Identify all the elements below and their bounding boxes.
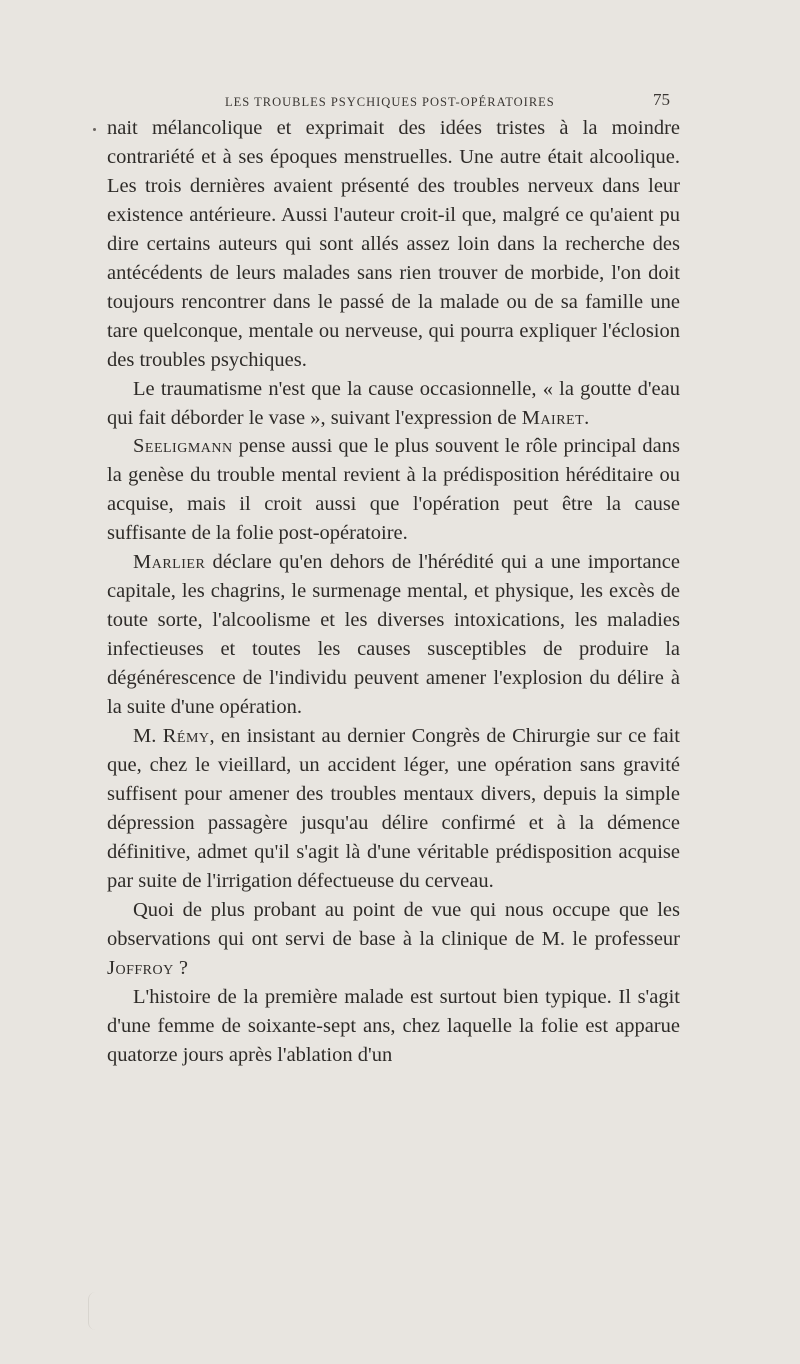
text-segment: ? — [173, 956, 188, 979]
paragraph-4 — [107, 548, 680, 722]
paragraph-6 — [107, 896, 680, 983]
author-name-seeligmann: Seeligmann — [133, 435, 233, 458]
paragraph-5 — [107, 722, 680, 896]
text-segment: déclare qu'en dehors de l'hérédité qui a une importance capitale, les chagrins, le surmenage mental, et physique, les excès de toute sorte, l'alcoolisme et les diverses intoxications, les maladies infectieuses et toutes les causes susceptibles de produire la dégénérescence de l'individu peuvent amener l'explosion du délire à la suite d'une opération. — [107, 551, 680, 719]
text-segment: nait mélancolique et exprimait des idées tristes à la moindre contrariété et à ses époques menstruelles. Une autre était alcoolique. Les trois dernières avaient présenté des troubles nerveux dans leur existence antérieure. Aussi l'auteur croit-il que, malgré ce qu'aient pu dire certains auteurs qui sont allés assez loin dans la recherche des antécédents de leurs malades sans rien trouver de morbide, l'on doit toujours rencontrer dans le passé de la malade ou de sa famille une tare quelconque, mentale ou nerveuse, qui pourra expliquer l'éclosion des troubles psychiques. — [107, 117, 680, 371]
paragraph-2 — [107, 375, 680, 433]
paragraph-3 — [107, 432, 680, 548]
text-segment: , en insistant au dernier Congrès de Chirurgie sur ce fait que, chez le vieillard, un accident léger, une opération sans gravité suffisent pour amener des troubles mentaux divers, depuis la simple dépression passagère jusqu'au délire confirmé et à la démence définitive, admet qu'il s'agit là d'une véritable prédisposition acquise par suite de l'irrigation défectueuse du cerveau. — [107, 725, 680, 892]
margin-dot-mark — [93, 128, 96, 131]
running-header: LES TROUBLES PSYCHIQUES POST-OPÉRATOIRES — [225, 95, 555, 109]
author-name-mairet: Mairet — [521, 406, 585, 429]
text-segment: L'histoire de la première malade est surtout bien typique. Il s'agit d'une femme de soixante-sept ans, chez laquelle la folie est apparue quatorze jours après l'ablation d'un — [107, 985, 680, 1066]
text-segment: M. — [133, 725, 163, 748]
text-segment: Le traumatisme n'est que la cause occasionnelle, « la goutte d'eau qui fait déborder le vase », suivant l'expression de — [107, 377, 680, 429]
text-segment: Quoi de plus probant au point de vue qui nous occupe que les observations qui ont servi de base à la clinique de M. le professeur — [107, 898, 680, 950]
text-segment: . — [584, 406, 590, 429]
paragraph-7 — [107, 983, 680, 1070]
text-segment: pense aussi que le plus souvent le rôle principal dans la genèse du trouble mental revient à la prédisposition héréditaire ou acquise, mais il croit aussi que l'opération peut être la cause suffisante de la folie post-opératoire. — [107, 435, 680, 545]
body-text — [107, 114, 680, 1069]
author-name-remy: Rémy — [162, 725, 210, 748]
author-name-joffroy: Joffroy — [107, 956, 174, 979]
page-smudge-mark — [88, 1292, 103, 1330]
paragraph-1 — [107, 114, 680, 375]
page-number: 75 — [653, 90, 670, 109]
author-name-marlier: Marlier — [133, 551, 206, 574]
